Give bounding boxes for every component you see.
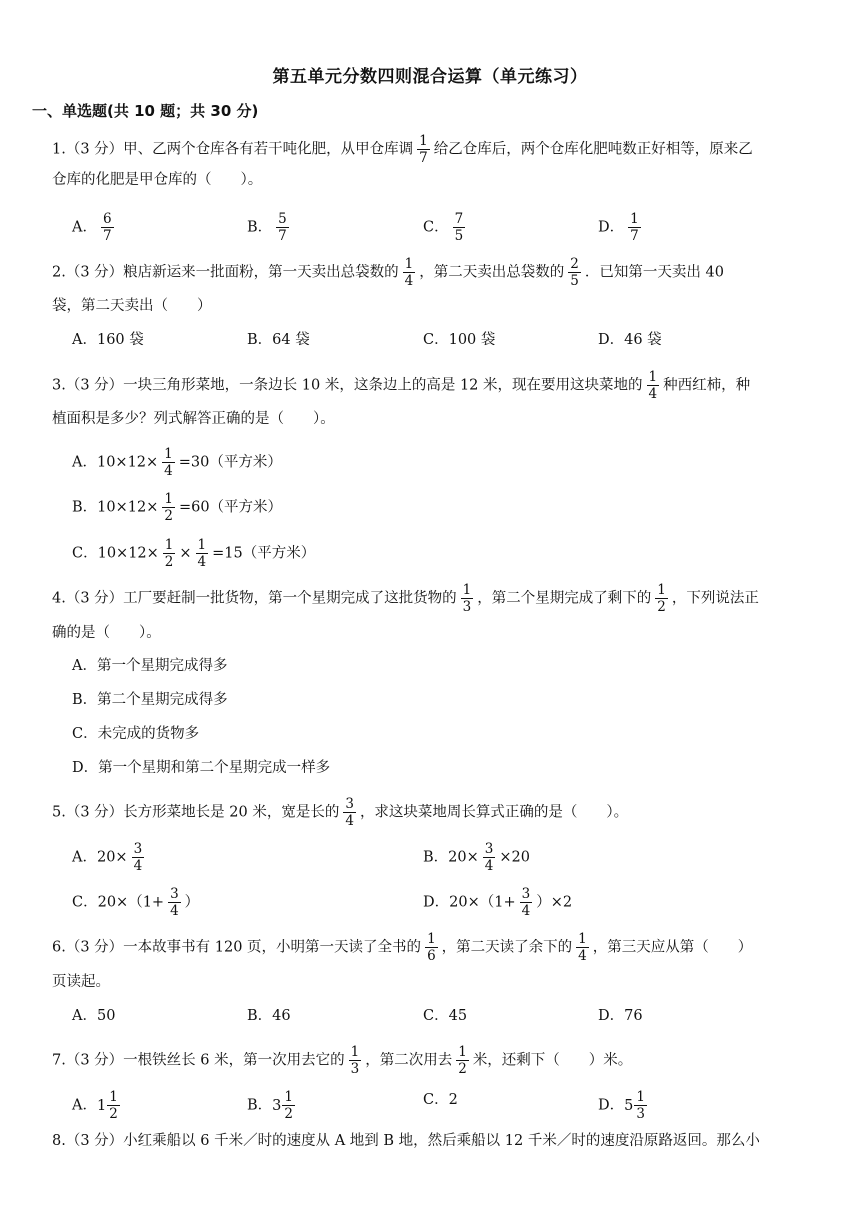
fraction: $\frac{5}{7}$ <box>278 211 287 244</box>
fraction: $\frac{1}{7}$ <box>630 211 639 244</box>
question-4-option-c[interactable]: C．未完成的货物多 <box>72 726 200 742</box>
question-6-option-a[interactable]: A．50 <box>72 1008 116 1024</box>
question-3-line-1: 3.（3 分）一块三角形菜地，一条边长 10 米，这条边上的高是 12 米，现在要用这块菜地的 $\frac{1}{4}$ 种西红柿，种 <box>52 369 751 402</box>
question-8-line-1: 8.（3 分）小红乘船以 6 千米／时的速度从 A 地到 B 地，然后乘船以 12 千米／时的速度沿原路返回。那么小 <box>52 1133 760 1149</box>
fraction: $\frac{3}{4}$ <box>345 796 354 829</box>
question-1-line-2: 仓库的化肥是甲仓库的（ ）。 <box>52 172 263 188</box>
fraction: $\frac{3}{4}$ <box>484 841 494 874</box>
question-2-line-2: 袋，第二天卖出（ ） <box>52 298 212 314</box>
question-3-option-b[interactable]: B．10×12× $\frac{1}{2}$ =60（平方米） <box>72 491 283 524</box>
fraction: $\frac{1}{2}$ <box>458 1044 467 1077</box>
fraction: $\frac{3}{4}$ <box>521 886 531 919</box>
question-7-option-d[interactable]: D． 5 $\frac{1}{3}$ <box>598 1089 645 1122</box>
question-1-line-1 <box>52 134 753 165</box>
fraction: $\frac{6}{7}$ <box>102 211 112 244</box>
question-2-option-b[interactable]: B．64 袋 <box>247 332 310 348</box>
question-3-line-2: 植面积是多少？列式解答正确的是（ ）。 <box>52 411 335 427</box>
question-4-option-d[interactable]: D．第一个星期和第二个星期完成一样多 <box>72 760 331 776</box>
question-1-text-cont: 给乙仓库后，两个仓库化肥吨数正好相等，原来乙 <box>433 141 753 158</box>
fraction: $\frac{1}{2}$ <box>109 1089 118 1122</box>
question-1-option-d[interactable]: D． $\frac{1}{7}$ <box>598 211 639 244</box>
question-6-option-b[interactable]: B．46 <box>247 1008 291 1024</box>
fraction: $\frac{3}{4}$ <box>133 841 143 874</box>
fraction: $\frac{1}{2}$ <box>164 491 173 524</box>
question-5-option-a[interactable]: A．20× $\frac{3}{4}$ <box>72 841 143 874</box>
question-5-option-d[interactable]: D．20×（1+ $\frac{3}{4}$ ）×2 <box>423 886 573 919</box>
question-2-line-1: 2.（3 分）粮店新运来一批面粉，第一天卖出总袋数的 $\frac{1}{4}$ ，第二天卖出总袋数的 $\frac{2}{5}$ ．已知第一天卖出 40 <box>52 256 724 289</box>
fraction: $\frac{1}{3}$ <box>636 1089 645 1122</box>
question-2-option-d[interactable]: D．46 袋 <box>598 332 662 348</box>
fraction: $\frac{1}{3}$ <box>462 582 472 615</box>
question-4-option-b[interactable]: B．第二个星期完成得多 <box>72 692 228 708</box>
fraction: $\frac{7}{5}$ <box>454 211 464 244</box>
fraction: $\frac{1}{4}$ <box>648 369 658 402</box>
fraction: $\frac{3}{4}$ <box>170 886 179 919</box>
fraction: $\frac{1}{3}$ <box>350 1044 360 1077</box>
fraction: $\frac{1}{6}$ <box>427 931 436 964</box>
fraction: $\frac{1}{2}$ <box>657 582 666 615</box>
question-6-line-2: 页读起。 <box>52 974 110 990</box>
question-3-option-a[interactable]: A．10×12× $\frac{1}{4}$ =30（平方米） <box>72 446 282 479</box>
section-heading: 一、单选题(共 10 题；共 30 分) <box>32 102 259 120</box>
fraction: $\frac{1}{4}$ <box>164 446 173 479</box>
question-7-option-b[interactable]: B． 3 $\frac{1}{2}$ <box>247 1089 293 1122</box>
fraction: $\frac{1}{2}$ <box>284 1089 293 1122</box>
question-1-option-b[interactable]: B． $\frac{5}{7}$ <box>247 211 287 244</box>
question-7-option-a[interactable]: A． 1 $\frac{1}{2}$ <box>72 1089 118 1122</box>
question-7-line-1: 7.（3 分）一根铁丝长 6 米，第一次用去它的 $\frac{1}{3}$ ，第二次用去 $\frac{1}{2}$ 米，还剩下（ ）米。 <box>52 1044 633 1077</box>
fraction: $\frac{1}{2}$ <box>164 537 174 570</box>
question-5-line-1: 5.（3 分）长方形菜地长是 20 米，宽是长的 $\frac{3}{4}$ ，求这块菜地周长算式正确的是（ ）。 <box>52 796 629 829</box>
page-title: 第五单元分数四则混合运算（单元练习） <box>272 67 588 87</box>
question-6-line-1: 6.（3 分）一本故事书有 120 页，小明第一天读了全书的 $\frac{1}{6}$ ，第二天读了余下的 $\frac{1}{4}$ ，第三天应从第（ ） <box>52 931 753 964</box>
fraction: $\frac{1}{4}$ <box>404 256 414 289</box>
fraction: $\frac{2}{5}$ <box>570 256 579 289</box>
fraction: $\frac{1}{7}$ <box>419 133 428 166</box>
question-2-option-a[interactable]: A．160 袋 <box>72 332 144 348</box>
question-2-option-c[interactable]: C．100 袋 <box>423 332 496 348</box>
question-4-option-a[interactable]: A．第一个星期完成得多 <box>72 658 228 674</box>
question-4-line-1: 4.（3 分）工厂要赶制一批货物，第一个星期完成了这批货物的 $\frac{1}{3}$ ，第二个星期完成了剩下的 $\frac{1}{2}$ ，下列说法正 <box>52 582 759 615</box>
question-1-option-c[interactable]: C． $\frac{7}{5}$ <box>423 211 464 244</box>
question-5-option-b[interactable]: B．20× $\frac{3}{4}$ ×20 <box>423 841 530 874</box>
fraction: $\frac{1}{4}$ <box>197 537 207 570</box>
question-7-option-c[interactable]: C．2 <box>423 1092 458 1108</box>
question-1-text: 1.（3 分）甲、乙两个仓库各有若干吨化肥，从甲仓库调 <box>52 141 414 158</box>
question-5-option-c[interactable]: C．20×（1+ $\frac{3}{4}$ ） <box>72 886 200 919</box>
question-1-option-a[interactable]: A． $\frac{6}{7}$ <box>72 211 112 244</box>
question-4-line-2: 确的是（ ）。 <box>52 625 161 641</box>
question-6-option-c[interactable]: C．45 <box>423 1008 468 1024</box>
question-3-option-c[interactable]: C．10×12× $\frac{1}{2}$ × $\frac{1}{4}$ =15（平方米） <box>72 537 316 570</box>
fraction: $\frac{1}{4}$ <box>578 931 587 964</box>
question-6-option-d[interactable]: D．76 <box>598 1008 643 1024</box>
